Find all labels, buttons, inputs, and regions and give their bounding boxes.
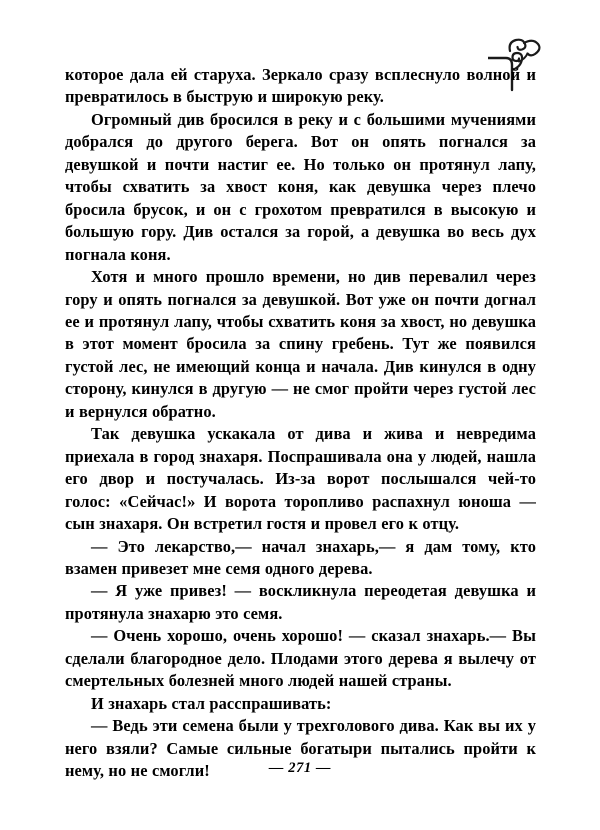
paragraph: — Я уже привез! — воскликнула переодетая девушка и протянула знахарю это семя.: [65, 581, 536, 623]
paragraph: Огромный див бросился в реку и с большими мучениями добрался до другого берега. Вот он опять погнался за девушкой и почти настиг ее. Но только он протянул лапу, чтобы схватить за хвост коня, как девушка через плечо бросила брусок, и он с грохотом превратился в высокую и большую гору. Див остался за горой, а девушка во весь дух погнала коня.: [65, 109, 536, 264]
page-text-block: [65, 64, 536, 783]
page-number: — 271 —: [268, 760, 332, 776]
paragraph: которое дала ей старуха. Зеркало сразу всплеснуло волной и превратилось в быструю и широкую реку.: [65, 65, 536, 107]
paragraph: — Ведь эти семена были у трехголового дива. Как вы их у него взяли? Самые сильные богатыри пытались пройти к нему, но не смогли!: [65, 716, 536, 781]
paragraph: — Очень хорошо, очень хорошо! — сказал знахарь.— Вы сделали благородное дело. Плодами этого дерева я вылечу от смертельных болезней много людей нашей страны.: [65, 626, 536, 691]
paragraph: И знахарь стал расспрашивать:: [91, 693, 332, 713]
paragraph: Так девушка ускакала от дива и жива и невредима приехала в город знахаря. Поспрашивала она у людей, нашла его двор и постучалась. Из-за ворот послышался чей-то голос: «Сейчас!» И ворота торопливо распахнул юноша — сын знахаря. Он встретил гостя и провел его к отцу.: [65, 424, 536, 534]
paragraph: Хотя и много прошло времени, но див перевалил через гору и опять погнался за девушкой. Вот уже он почти догнал ее и протянул лапу, чтобы схватить коня за хвост, но девушка в этот момент бросила за спину гребень. Тут же появился густой лес, не имеющий конца и начала. Див кинулся в одну сторону, кинулся в другую — не смог пройти через густой лес и вернулся обратно.: [65, 267, 536, 421]
paragraph: — Это лекарство,— начал знахарь,— я дам тому, кто взамен привезет мне семя одного дерева.: [65, 536, 536, 578]
